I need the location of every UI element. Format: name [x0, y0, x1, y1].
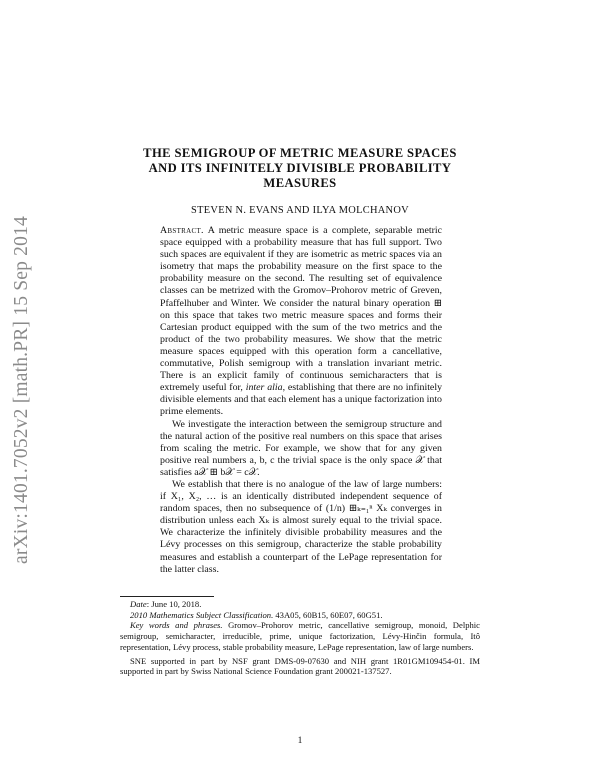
abstract-italic: inter alia [245, 382, 283, 394]
arxiv-identifier: arXiv:1401.7052v2 [math.PR] 15 Sep 2014 [11, 216, 32, 564]
page-number: 1 [297, 736, 303, 746]
footnotes [120, 599, 480, 677]
footnote-keywords [120, 620, 480, 652]
date-value: : June 10, 2018. [146, 599, 202, 609]
keywords-value: Gromov–Prohorov metric, cancellative semigroup, monoid, Delphic semigroup, semicharacter, irreducible, prime, unique factorization, Lévy-Hinčin formula, Itô representation, Lévy process, stable probability measure, LePage representation, law of large numbers. [120, 620, 480, 652]
paper-title [100, 146, 500, 192]
abstract-label: Abstract. [160, 225, 204, 236]
footnote-date [120, 599, 480, 610]
title-line-2: AND ITS INFINITELY DIVISIBLE PROBABILITY [148, 161, 452, 176]
abstract [160, 225, 442, 576]
msc-label: 2010 Mathematics Subject Classification. [130, 609, 274, 620]
title-line-3: MEASURES [263, 176, 337, 191]
arxiv-sidebar [0, 180, 44, 600]
date-label: Date [130, 599, 147, 609]
footnote-rule [120, 596, 214, 597]
abstract-paragraph-3: We establish that there is no analogue of the law of large numbers: if X₁, X₂, … is an identically distributed independent sequence of random spaces, then no subsequence of (1/n) ⊞ₖ₌₁ⁿ Xₖ converges in distribution unless each Xₖ is almost surely equal to the trivial space. We characterize the infinitely divisible probability measures and the Lévy processes on this semigroup, characterize the stable probability measures and establish a counterpart of the LePage representation for the latter class. [160, 478, 442, 575]
authors: STEVEN N. EVANS AND ILYA MOLCHANOV [191, 205, 409, 216]
abstract-paragraph-2: We investigate the interaction between the semigroup structure and the natural action of the positive real numbers on this space that arises from scaling the metric. For example, we show that for any given positive real numbers a, b, c the trivial space is the only space 𝒳 that satisfies a𝒳 ⊞ b𝒳 = c𝒳. [160, 418, 442, 478]
abstract-paragraph-1 [160, 225, 442, 419]
msc-value: 43A05, 60B15, 60E07, 60G51. [273, 609, 383, 620]
keywords-label: Key words and phrases. [130, 620, 223, 631]
footnote-msc [120, 610, 480, 621]
abstract-text-1: A metric measure space is a complete, separable metric space equipped with a probability measure that has full support. Two such spaces are equivalent if they are isometric as metric spaces via an isometry that maps the probability measure on the first space to the probability measure on the second. The resulting set of equivalence classes can be metrized with the Gromov–Prohorov metric of Greven, Pfaffelhuber and Winter. We consider the natural binary operation ⊞ on this space that takes two metric measure spaces and forms their Cartesian product equipped with the sum of the two metrics and the product of the two probability measures. We show that the metric measure spaces equipped with this operation form a cancellative, commutative, Polish semigroup with a translation invariant metric. There is an explicit family of continuous semicharacters that is extremely useful for, [160, 225, 442, 394]
footnote-support: SNE supported in part by NSF grant DMS-09-07630 and NIH grant 1R01GM109454-01. IM supported in part by Swiss National Science Foundation grant 200021-137527. [120, 655, 480, 677]
abstract-text-1-end: , establishing that there are no infinitely divisible elements and that each element has a unique factorization into prime elements. [160, 382, 443, 418]
title-line-1: THE SEMIGROUP OF METRIC MEASURE SPACES [143, 146, 457, 160]
